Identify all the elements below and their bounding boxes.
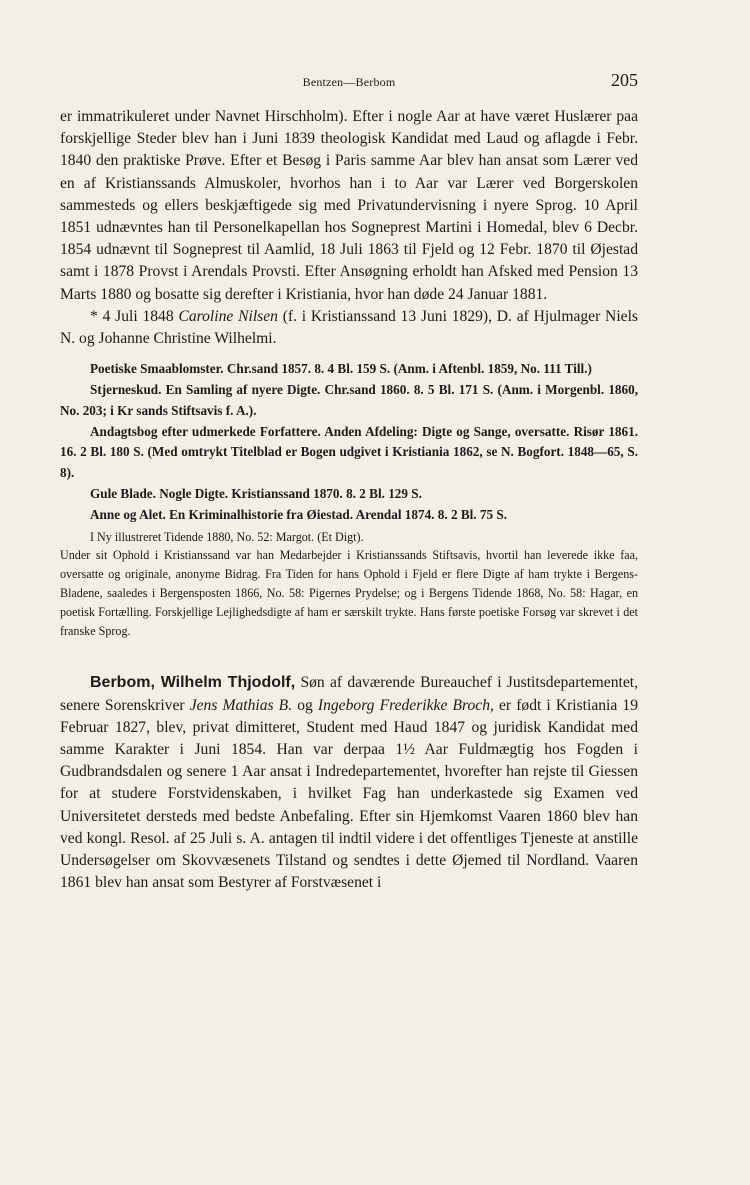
berbom-text-1: Søn af daværende Bureauchef i Justitsdepartementet, senere Sorenskriver [60, 674, 638, 714]
bibliography-entry: Gule Blade. Nogle Digte. Kristianssand 1870. 8. 2 Bl. 129 S. [90, 486, 422, 502]
spouse-name: Caroline Nilsen [178, 307, 278, 325]
bibliography-entry: Andagtsbog efter udmerkede Forfattere. Anden Afdeling: Digte og Sange, oversatte. Risør 1861. 16. 2 Bl. 180 S. (Med omtrykt Titelblad er Bogen udgivet i Kristiania 1862, se N. Bogfort. 1848—65, S. 8). [60, 423, 638, 481]
berbom-entry [60, 672, 638, 894]
page-body [60, 106, 638, 894]
marriage-date: * 4 Juli 1848 [90, 307, 174, 325]
bibliography-entry: Anne og Alet. En Kriminalhistorie fra Øiestad. Arendal 1874. 8. 2 Bl. 75 S. [90, 506, 508, 522]
marriage-note [60, 306, 638, 350]
mother-name: Ingeborg Frederikke Broch, [317, 696, 494, 714]
page-number: 205 [611, 70, 638, 90]
entry-heading: Berbom, Wilhelm Thjodolf, [90, 674, 296, 692]
running-head [60, 70, 638, 94]
marriage-details: (f. i Kristianssand 13 Juni 1829), D. af Hjulmager Niels N. og Johanne Christine Wilhelmi. [60, 307, 638, 348]
note-contributions: Under sit Ophold i Kristianssand var han Medarbejder i Kristianssands Stiftsavis, hvortil han leverede ikke faa, oversatte og originale, anonyme Bidrag. Fra Tiden for hans Ophold i Fjeld er flere Digte af ham trykte i Bergens-Bladene, saaledes i Bergensposten 1866, No. 58: Pigernes Prydelse; og i Bergens Tidende 1868, No. 58: Hagar, en poetisk Fortælling. Forskjellige Lejlighedsdigte af ham er særskilt trykte. Hans første poetiske Forsøg var skrevet i det franske Sprog. [60, 548, 638, 638]
entry-separator [60, 640, 638, 672]
berbom-text-2: er født i Kristiania 19 Februar 1827, blev, privat dimitteret, Student med Haud 1847 og juridisk Kandidat med samme Karakter i Juni 1854. Han var derpaa 1½ Aar Fuldmægtig hos Fogden i Gudbrandsdalen og senere 1 Aar ansat i Indredepartementet, hvorefter han rejste til Giessen for at studere Forstvidenskaben, i hvilket Fag han underkastede sig Examen ved Universitetet dersteds med bedste Anbefaling. Efter sin Hjemkomst Vaaren 1860 blev han ved kongl. Resol. af 25 Juli s. A. antagen til indtil videre i det offentliges Tjeneste at anstille Undersøgelser om Skovvæsenets Tilstand og sendtes i dette Øjemed til Nordland. Vaaren 1861 blev han ansat som Bestyrer af Forstvæsenet i [60, 696, 638, 892]
bentzen-biography: er immatrikuleret under Navnet Hirschholm). Efter i nogle Aar at have været Huslærer paa forskjellige Steder blev han i Juni 1839 theologisk Kandidat med Laud og aflagde i Febr. 1840 den praktiske Prøve. Efter et Besøg i Paris samme Aar blev han ansat som Lærer ved en af Kristianssands Almuskoler, hvorhos han i to Aar var Lærer ved Borgerskolen sammesteds og ellers beskjæftigede sig med Privatundervisning i nyere Sprog. 10 April 1851 udnævntes han til Personelkapellan hos Sogneprest Martini i Homedal, blev 6 Decbr. 1854 udnævnt til Sogneprest til Aamlid, 18 Juli 1863 til Fjeld og 12 Febr. 1870 til Øjestad samt i 1878 Provst i Arendals Provsti. Efter Ansøgning erholdt han Afsked med Pension 13 Marts 1880 og bosatte sig derefter i Kristiania, hvor han døde 24 Januar 1881. [60, 108, 638, 303]
father-name: Jens Mathias B. [189, 696, 293, 714]
bibliography-entry: Stjerneskud. En Samling af nyere Digte. Chr.sand 1860. 8. 5 Bl. 171 S. (Anm. i Morgenbl. 1860, No. 203; i Kr sands Stiftsavis f. A.). [60, 382, 638, 418]
conjunction: og [297, 696, 313, 714]
bibliography [60, 359, 638, 525]
running-title: Bentzen—Berbom [302, 75, 396, 89]
bibliography-entry: Poetiske Smaablomster. Chr.sand 1857. 8. 4 Bl. 159 S. (Anm. i Aftenbl. 1859, No. 111 Till.) [90, 361, 592, 377]
note-periodical: I Ny illustreret Tidende 1880, No. 52: Margot. (Et Digt). [90, 529, 364, 544]
notes [60, 528, 638, 641]
